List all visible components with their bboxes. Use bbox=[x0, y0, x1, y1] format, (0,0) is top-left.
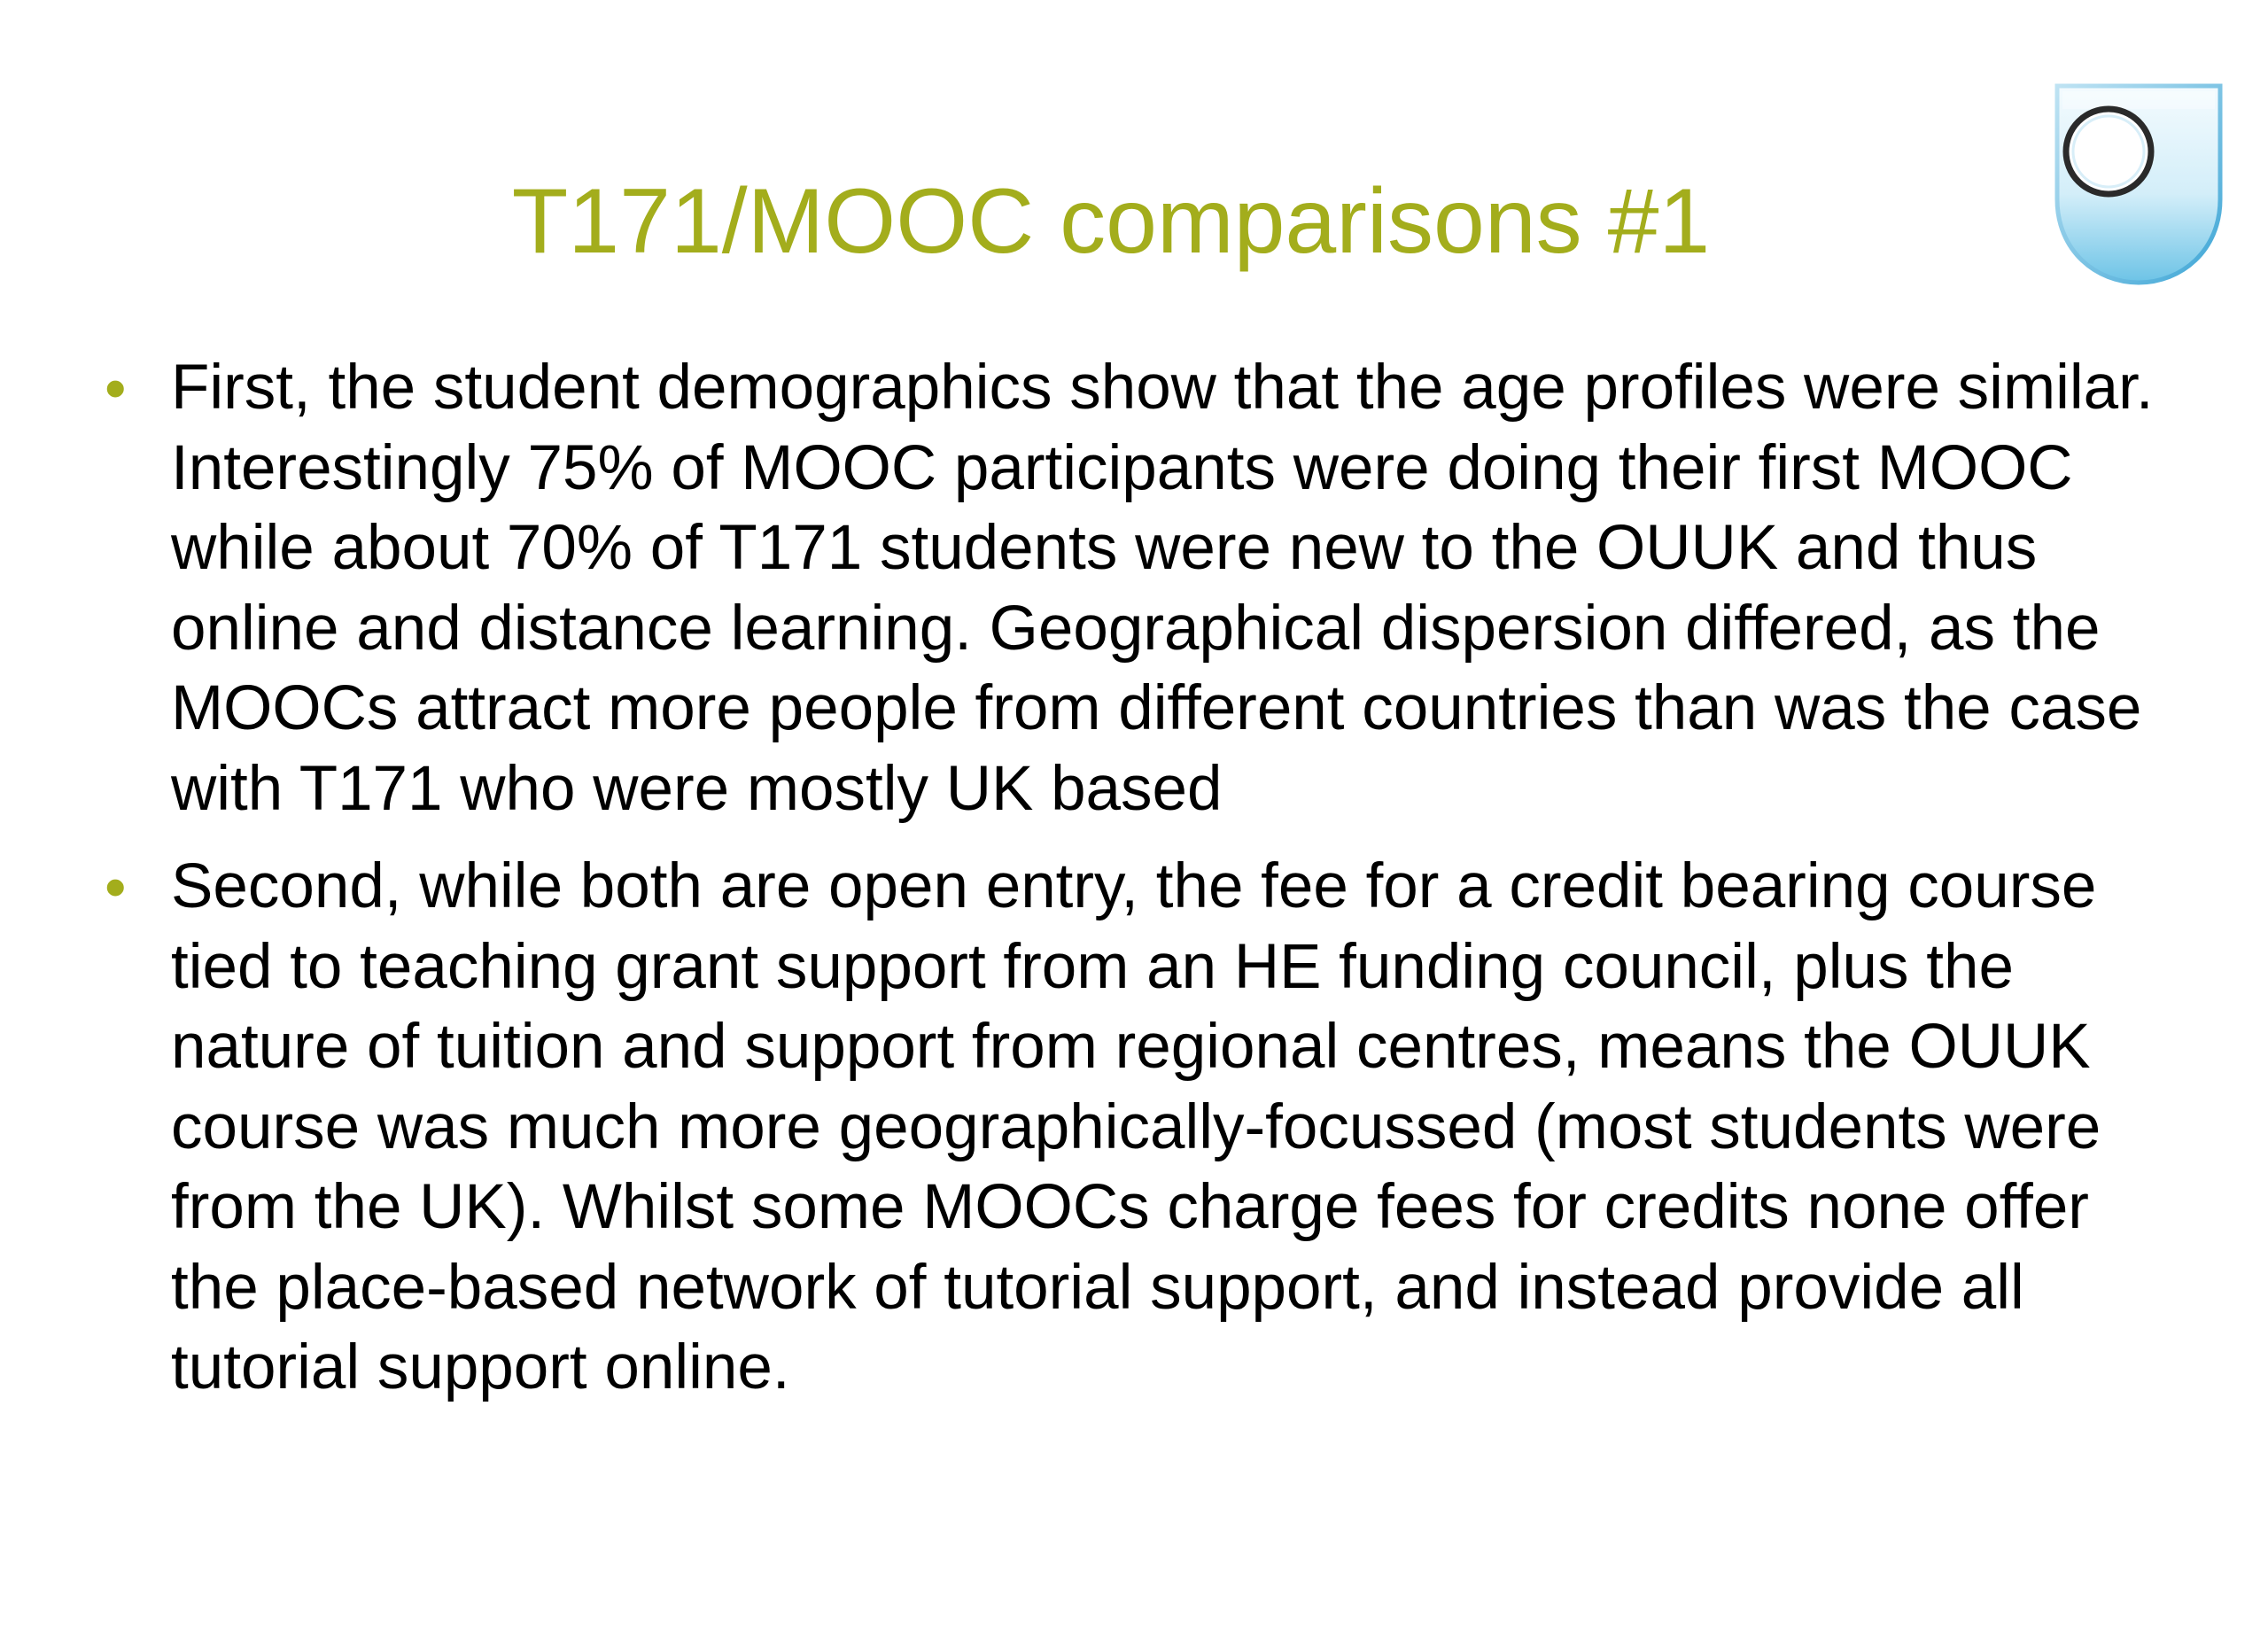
bullet-item bbox=[0, 847, 2268, 1409]
bullet-marker: • bbox=[105, 852, 127, 921]
bullet-text: Second, while both are open entry, the fee for a credit bearing course tied to teaching grant support from an HE funding council, plus the nature of tuition and support from regional centres, means the OUUK course was much more geographically-focussed (most students were from the UK). Whilst some MOOCs charge fees for credits none offer the place-based network of tutorial support, and instead provide all tutorial support online. bbox=[171, 851, 2101, 1402]
bullet-item bbox=[0, 348, 2268, 829]
bullet-text: First, the student demographics show that the age profiles were similar. Interestingly 75% of MOOC participants were doing their first MOOC while about 70% of T171 students were new to the OUUK and thus online and distance learning. Geographical dispersion differed, as the MOOCs attract more people from different countries than was the case with T171 who were mostly UK based bbox=[171, 353, 2154, 824]
bullet-marker: • bbox=[105, 353, 127, 423]
bullet-list bbox=[0, 348, 2268, 1426]
slide-title: T171/MOOC comparisons #1 bbox=[511, 170, 1711, 273]
